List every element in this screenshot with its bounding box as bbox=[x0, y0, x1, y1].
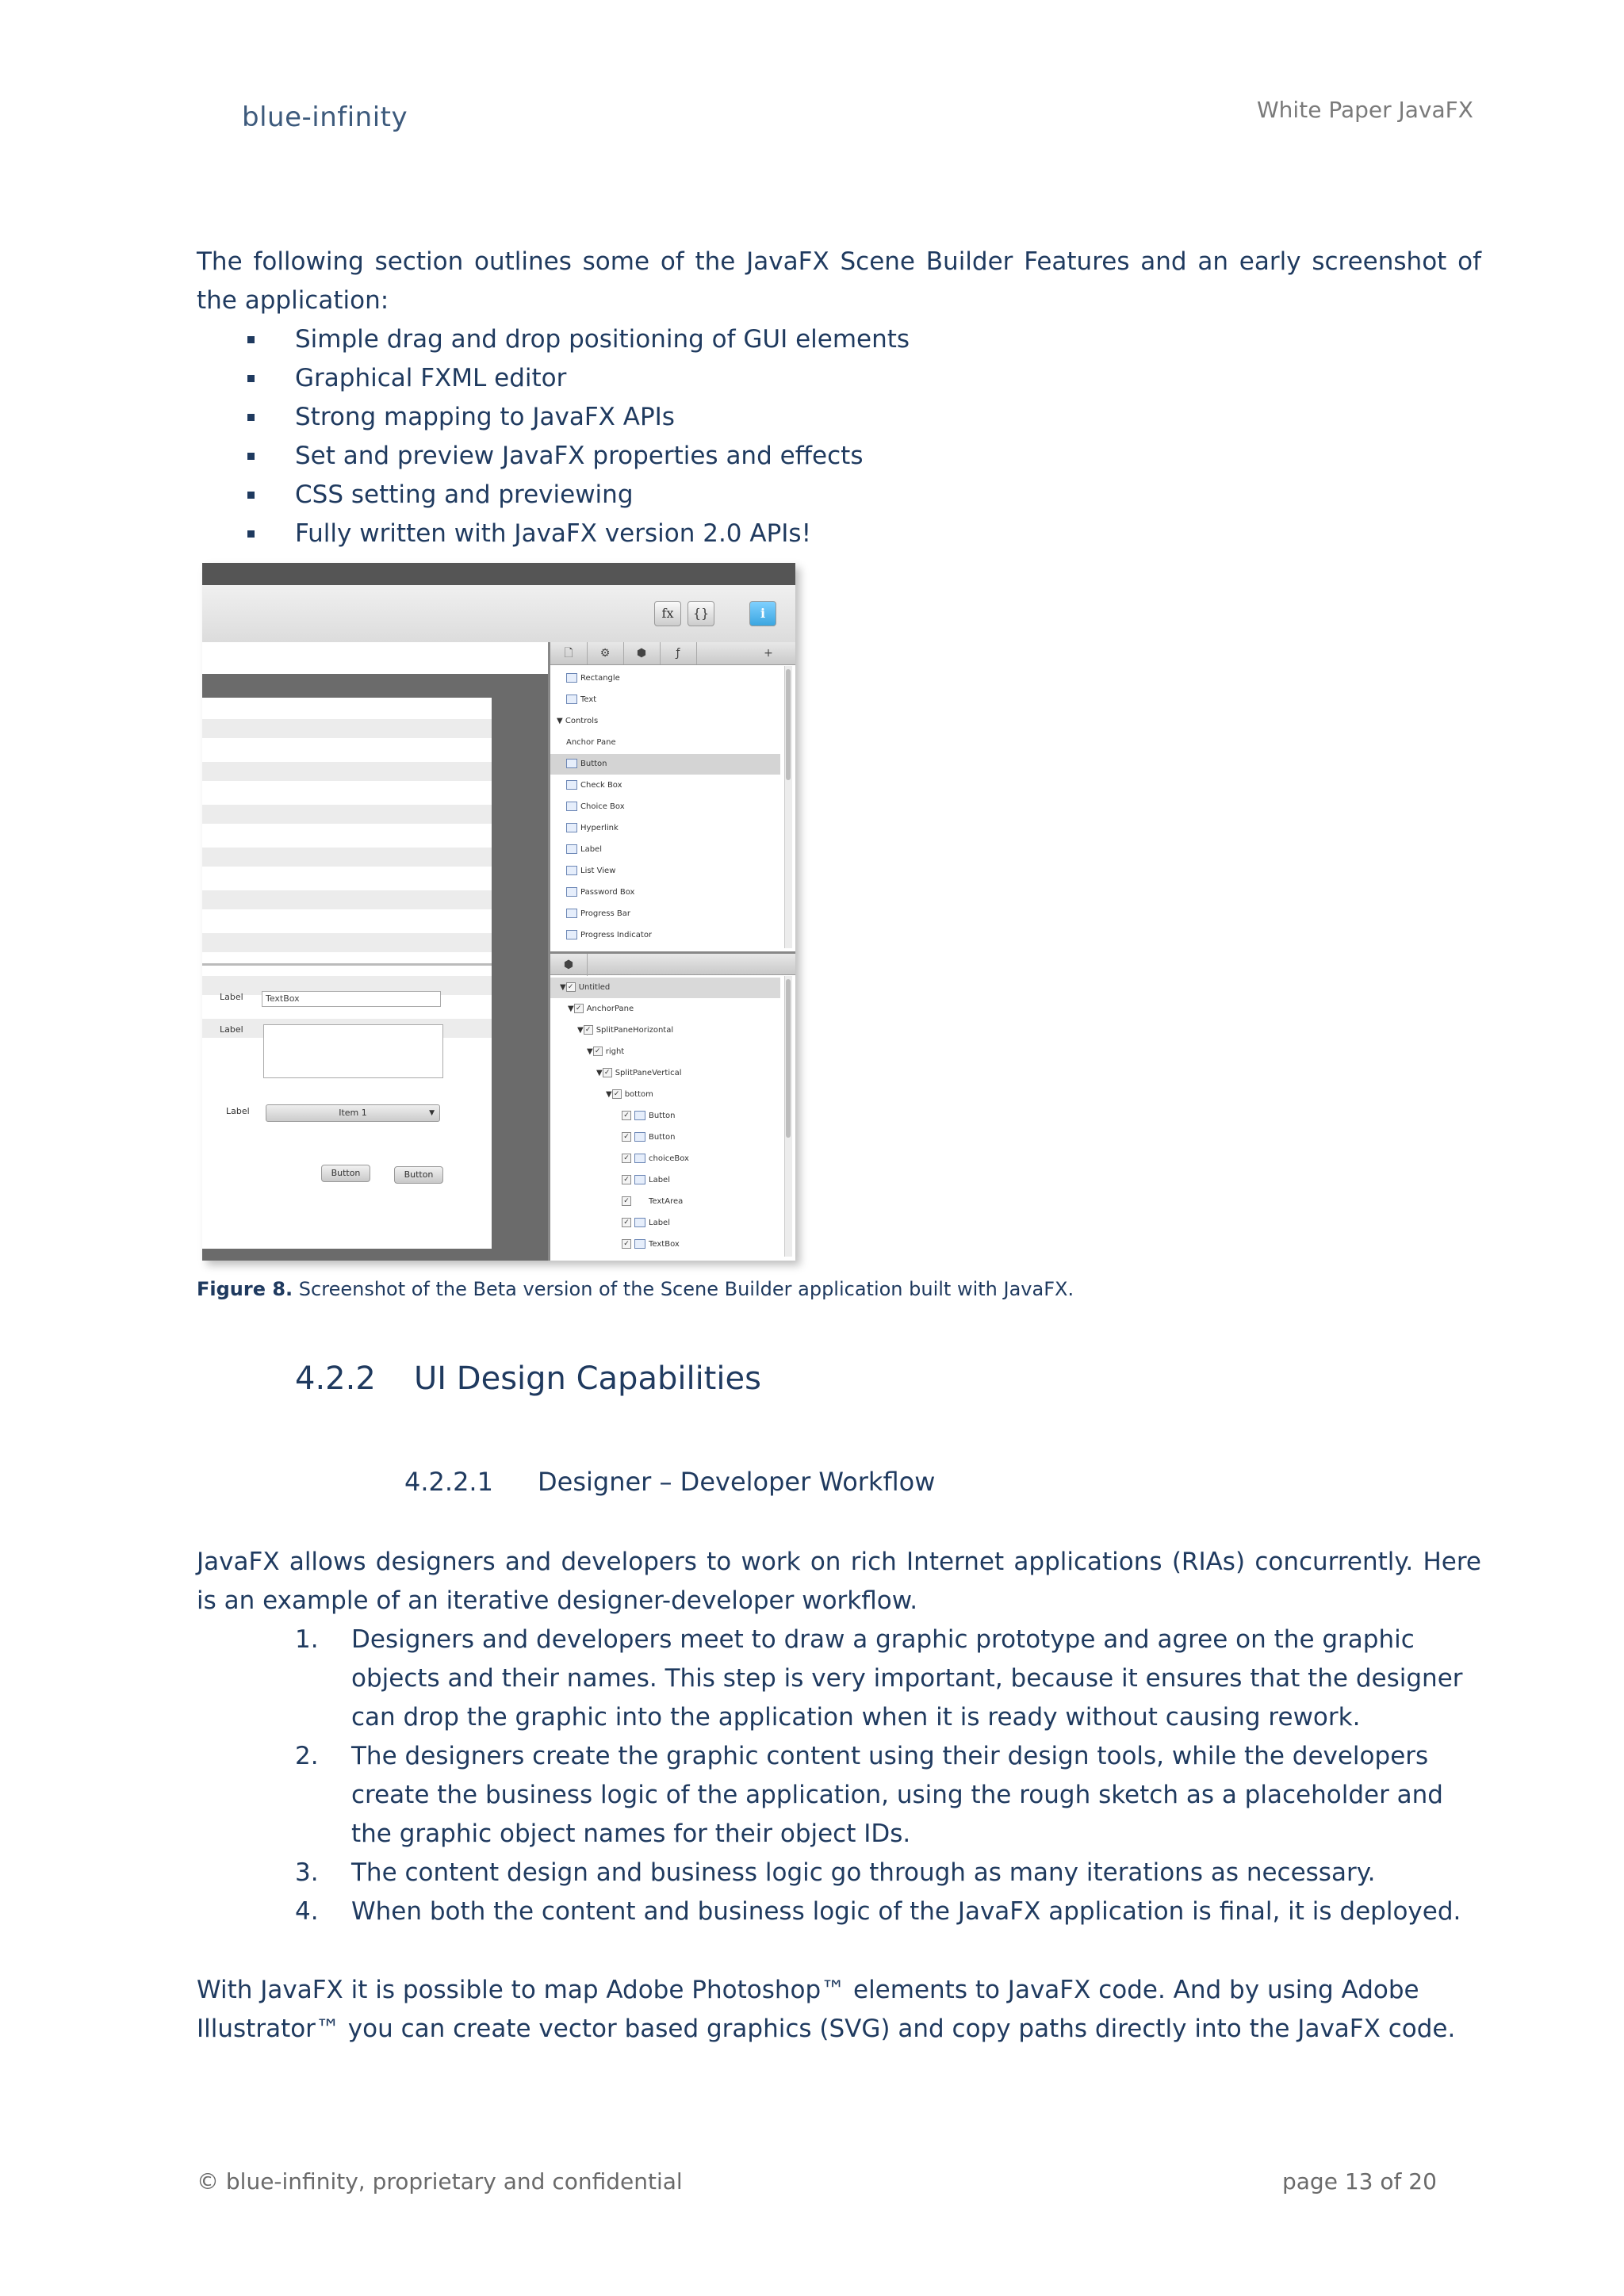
feature-text: Set and preview JavaFX properties and effects bbox=[295, 442, 864, 470]
scrollbar-thumb[interactable] bbox=[786, 979, 791, 1138]
tree-node-label: bottom bbox=[624, 1090, 653, 1099]
library-tabs bbox=[550, 642, 795, 665]
library-item[interactable] bbox=[566, 775, 622, 796]
step-number: 3. bbox=[295, 1858, 319, 1887]
checkbox-icon: ✓ bbox=[622, 1239, 631, 1249]
tree-node-label: choiceBox bbox=[649, 1154, 689, 1163]
intro-paragraph: The following section outlines some of the JavaFX Scene Builder Features and an early screenshot of the application: bbox=[197, 247, 1481, 315]
library-item-label: Hyperlink bbox=[580, 824, 619, 832]
library-item[interactable] bbox=[566, 668, 620, 689]
textarea-field[interactable] bbox=[263, 1024, 443, 1078]
library-item[interactable] bbox=[566, 690, 596, 710]
bullet-square-icon bbox=[247, 530, 255, 538]
tree-node[interactable] bbox=[622, 1170, 670, 1191]
feature-text: Graphical FXML editor bbox=[295, 364, 567, 392]
text-icon bbox=[566, 695, 577, 704]
caption-text: Screenshot of the Beta version of the Scene Builder application built with JavaFX. bbox=[293, 1278, 1074, 1300]
expand-triangle-icon: ▼ bbox=[596, 1069, 603, 1077]
library-item[interactable]: Anchor Pane bbox=[566, 738, 616, 747]
feature-text: Simple drag and drop positioning of GUI elements bbox=[295, 325, 910, 354]
label-icon bbox=[634, 1218, 645, 1227]
choice-box-icon bbox=[634, 1154, 645, 1163]
library-item[interactable] bbox=[566, 797, 625, 817]
plus-icon[interactable]: + bbox=[764, 647, 773, 660]
list-item bbox=[197, 1621, 1481, 1737]
hexagon-icon[interactable]: ⬢ bbox=[550, 954, 588, 976]
list-row-placeholder bbox=[202, 848, 492, 867]
choice-box-value: Item 1 bbox=[339, 1108, 367, 1118]
workflow-intro-paragraph: JavaFX allows designers and developers to work on rich Internet applications (RIAs) concurrently. Here is an example of an iterative designer-developer workflow. bbox=[197, 1548, 1481, 1615]
password-box-icon bbox=[566, 887, 577, 897]
list-item bbox=[197, 320, 1481, 359]
checkbox-icon: ✓ bbox=[622, 1218, 631, 1227]
tree-node-label: Label bbox=[649, 1219, 670, 1227]
gear-icon[interactable]: ⚙ bbox=[587, 642, 624, 664]
subsection-number: 4.2.2.1 bbox=[404, 1467, 493, 1497]
list-item bbox=[197, 1737, 1481, 1854]
info-button[interactable]: i bbox=[749, 601, 776, 626]
step-number: 4. bbox=[295, 1897, 319, 1926]
button-icon bbox=[566, 759, 577, 768]
expand-triangle-icon: ▼ bbox=[568, 1004, 574, 1013]
fx-button[interactable]: fx bbox=[654, 601, 681, 626]
feature-text: Strong mapping to JavaFX APIs bbox=[295, 403, 675, 431]
tree-node-label: right bbox=[605, 1047, 625, 1056]
tree-node[interactable] bbox=[622, 1213, 670, 1234]
library-item[interactable] bbox=[566, 925, 652, 946]
bullet-square-icon bbox=[247, 453, 255, 460]
form-label: Label bbox=[226, 1106, 250, 1116]
label-icon bbox=[566, 844, 577, 854]
list-item bbox=[197, 437, 1481, 476]
library-category[interactable]: ▼ Controls bbox=[557, 717, 599, 725]
hyperlink-icon bbox=[566, 823, 577, 832]
checkbox-icon: ✓ bbox=[603, 1068, 612, 1077]
caption-label: Figure 8. bbox=[197, 1278, 293, 1300]
list-row-placeholder bbox=[202, 933, 492, 952]
bullet-square-icon bbox=[247, 492, 255, 499]
library-item[interactable] bbox=[566, 861, 615, 882]
library-item-selected[interactable] bbox=[550, 754, 780, 775]
hierarchy-scrollbar[interactable] bbox=[784, 976, 792, 1257]
library-item[interactable] bbox=[566, 840, 602, 860]
list-item bbox=[197, 359, 1481, 398]
library-item-label: Choice Box bbox=[580, 802, 625, 811]
function-icon[interactable]: ƒ bbox=[660, 642, 697, 664]
list-row-placeholder bbox=[202, 890, 492, 909]
section-number: 4.2.2 bbox=[295, 1360, 376, 1397]
checkbox-icon: ✓ bbox=[612, 1089, 622, 1099]
step-number: 2. bbox=[295, 1742, 319, 1770]
chevron-down-icon: ▼ bbox=[429, 1109, 435, 1117]
figure-caption bbox=[197, 1278, 1074, 1300]
textbox-field[interactable]: TextBox bbox=[262, 991, 441, 1007]
company-logo: blue-infinity bbox=[242, 101, 408, 133]
section-heading bbox=[295, 1360, 761, 1397]
expand-triangle-icon: ▼ bbox=[560, 983, 566, 992]
form-button[interactable]: Button bbox=[321, 1165, 370, 1182]
list-row-placeholder bbox=[202, 762, 492, 781]
library-item-label: List View bbox=[580, 867, 616, 875]
checkbox-icon: ✓ bbox=[584, 1025, 593, 1035]
form-label: Label bbox=[220, 1024, 243, 1035]
hexagon-icon[interactable]: ⬢ bbox=[623, 642, 661, 664]
hierarchy-panel bbox=[548, 951, 795, 1261]
library-item-label: Password Box bbox=[580, 888, 635, 897]
canvas-top-strip bbox=[202, 642, 548, 674]
split-divider[interactable] bbox=[202, 963, 492, 966]
checkbox-icon: ✓ bbox=[622, 1111, 631, 1120]
form-button[interactable]: Button bbox=[394, 1166, 443, 1184]
list-item bbox=[197, 515, 1481, 553]
page-number: page 13 of 20 bbox=[1282, 2168, 1437, 2195]
tree-node[interactable] bbox=[622, 1127, 676, 1148]
tree-node[interactable] bbox=[550, 978, 780, 998]
braces-button[interactable]: {} bbox=[688, 601, 714, 626]
tree-node-label: Button bbox=[649, 1112, 676, 1120]
tree-node[interactable] bbox=[606, 1085, 653, 1105]
checkbox-icon: ✓ bbox=[593, 1047, 603, 1056]
checkbox-icon bbox=[566, 780, 577, 790]
rectangle-icon bbox=[566, 673, 577, 683]
expand-triangle-icon: ▼ bbox=[606, 1090, 612, 1099]
checkbox-icon: ✓ bbox=[566, 982, 576, 992]
expand-triangle-icon: ▼ bbox=[587, 1047, 593, 1056]
list-row-placeholder bbox=[202, 719, 492, 738]
form-label: Label bbox=[220, 992, 243, 1002]
scene-builder-screenshot bbox=[202, 563, 795, 1261]
step-number: 1. bbox=[295, 1625, 319, 1654]
checkbox-icon: ✓ bbox=[622, 1196, 631, 1206]
bullet-square-icon bbox=[247, 375, 255, 382]
library-item-label: Check Box bbox=[580, 781, 622, 790]
tree-node-label: AnchorPane bbox=[586, 1004, 634, 1013]
step-text: When both the content and business logic of the JavaFX application is final, it is deployed. bbox=[351, 1897, 1461, 1926]
workflow-steps bbox=[197, 1621, 1481, 1931]
library-item-label: Label bbox=[580, 845, 602, 854]
checkbox-icon: ✓ bbox=[574, 1004, 584, 1013]
step-text: The content design and business logic go through as many iterations as necessary. bbox=[351, 1858, 1376, 1887]
footer-copyright: © blue-infinity, proprietary and confidential bbox=[197, 2168, 683, 2195]
library-item-label: Rectangle bbox=[580, 674, 620, 683]
feature-text: Fully written with JavaFX version 2.0 APIs! bbox=[295, 519, 811, 548]
progress-bar-icon bbox=[566, 909, 577, 918]
library-item-label: Button bbox=[580, 760, 607, 768]
library-item[interactable] bbox=[566, 904, 630, 924]
tree-node[interactable] bbox=[568, 999, 634, 1020]
tree-node[interactable] bbox=[596, 1063, 682, 1084]
subsection-heading bbox=[404, 1467, 935, 1497]
list-row-placeholder bbox=[202, 805, 492, 824]
step-text: Designers and developers meet to draw a graphic prototype and agree on the graphic objects and their names. This step is very important, because it ensures that the designer can drop the graphic into the application when it is ready without causing rework. bbox=[351, 1625, 1463, 1732]
tree-node-label: Untitled bbox=[578, 983, 611, 992]
library-scrollbar[interactable] bbox=[784, 666, 792, 948]
feature-text: CSS setting and previewing bbox=[295, 480, 634, 509]
scrollbar-thumb[interactable] bbox=[786, 669, 791, 780]
tree-node-label: Label bbox=[649, 1176, 670, 1184]
library-panel bbox=[548, 642, 795, 951]
tree-node[interactable] bbox=[622, 1106, 676, 1127]
tree-node[interactable] bbox=[587, 1042, 624, 1062]
bullet-square-icon bbox=[247, 336, 255, 343]
tree-node[interactable] bbox=[622, 1192, 683, 1212]
bullet-square-icon bbox=[247, 414, 255, 421]
list-item bbox=[197, 476, 1481, 515]
tree-node-label: Button bbox=[649, 1133, 676, 1142]
subsection-title: Designer – Developer Workflow bbox=[538, 1467, 936, 1497]
button-icon bbox=[634, 1111, 645, 1120]
checkbox-icon: ✓ bbox=[622, 1132, 631, 1142]
closing-paragraph: With JavaFX it is possible to map Adobe Photoshop™ elements to JavaFX code. And by using Adobe Illustrator™ you can create vector based graphics (SVG) and copy paths directly into the JavaFX code. bbox=[197, 1976, 1456, 2043]
step-text: The designers create the graphic content using their design tools, while the developers create the business logic of the application, using the rough sketch as a placeholder and the graphic object names for their object IDs. bbox=[351, 1742, 1443, 1848]
tree-node-label: TextBox bbox=[649, 1240, 680, 1249]
document-icon[interactable]: 🗋 bbox=[550, 642, 588, 664]
expand-triangle-icon: ▼ bbox=[577, 1026, 584, 1035]
section-title: UI Design Capabilities bbox=[414, 1360, 761, 1397]
hierarchy-tabs bbox=[550, 954, 795, 975]
textbox-icon bbox=[634, 1239, 645, 1249]
library-item-label: Progress Bar bbox=[580, 909, 630, 918]
library-item[interactable] bbox=[566, 882, 634, 903]
tree-node-label: TextArea bbox=[649, 1197, 684, 1206]
tree-node[interactable] bbox=[622, 1234, 680, 1255]
library-item-label: Progress Indicator bbox=[580, 931, 653, 939]
list-item bbox=[197, 398, 1481, 437]
list-item bbox=[197, 1892, 1481, 1931]
library-item-label: Text bbox=[580, 695, 597, 704]
checkbox-icon: ✓ bbox=[622, 1175, 631, 1184]
document-title: White Paper JavaFX bbox=[1257, 97, 1473, 123]
checkbox-icon: ✓ bbox=[622, 1154, 631, 1163]
choice-box-icon bbox=[566, 802, 577, 811]
library-item[interactable] bbox=[566, 818, 619, 839]
feature-list bbox=[197, 320, 1481, 553]
button-icon bbox=[634, 1132, 645, 1142]
tree-node-label: SplitPaneHorizontal bbox=[596, 1026, 674, 1035]
tree-node[interactable] bbox=[622, 1149, 689, 1169]
list-item bbox=[197, 1854, 1481, 1892]
tree-node[interactable] bbox=[577, 1020, 673, 1041]
tree-node-label: SplitPaneVertical bbox=[615, 1069, 682, 1077]
progress-indicator-icon bbox=[566, 930, 577, 939]
list-view-icon bbox=[566, 866, 577, 875]
label-icon bbox=[634, 1175, 645, 1184]
choice-box[interactable] bbox=[266, 1104, 440, 1122]
